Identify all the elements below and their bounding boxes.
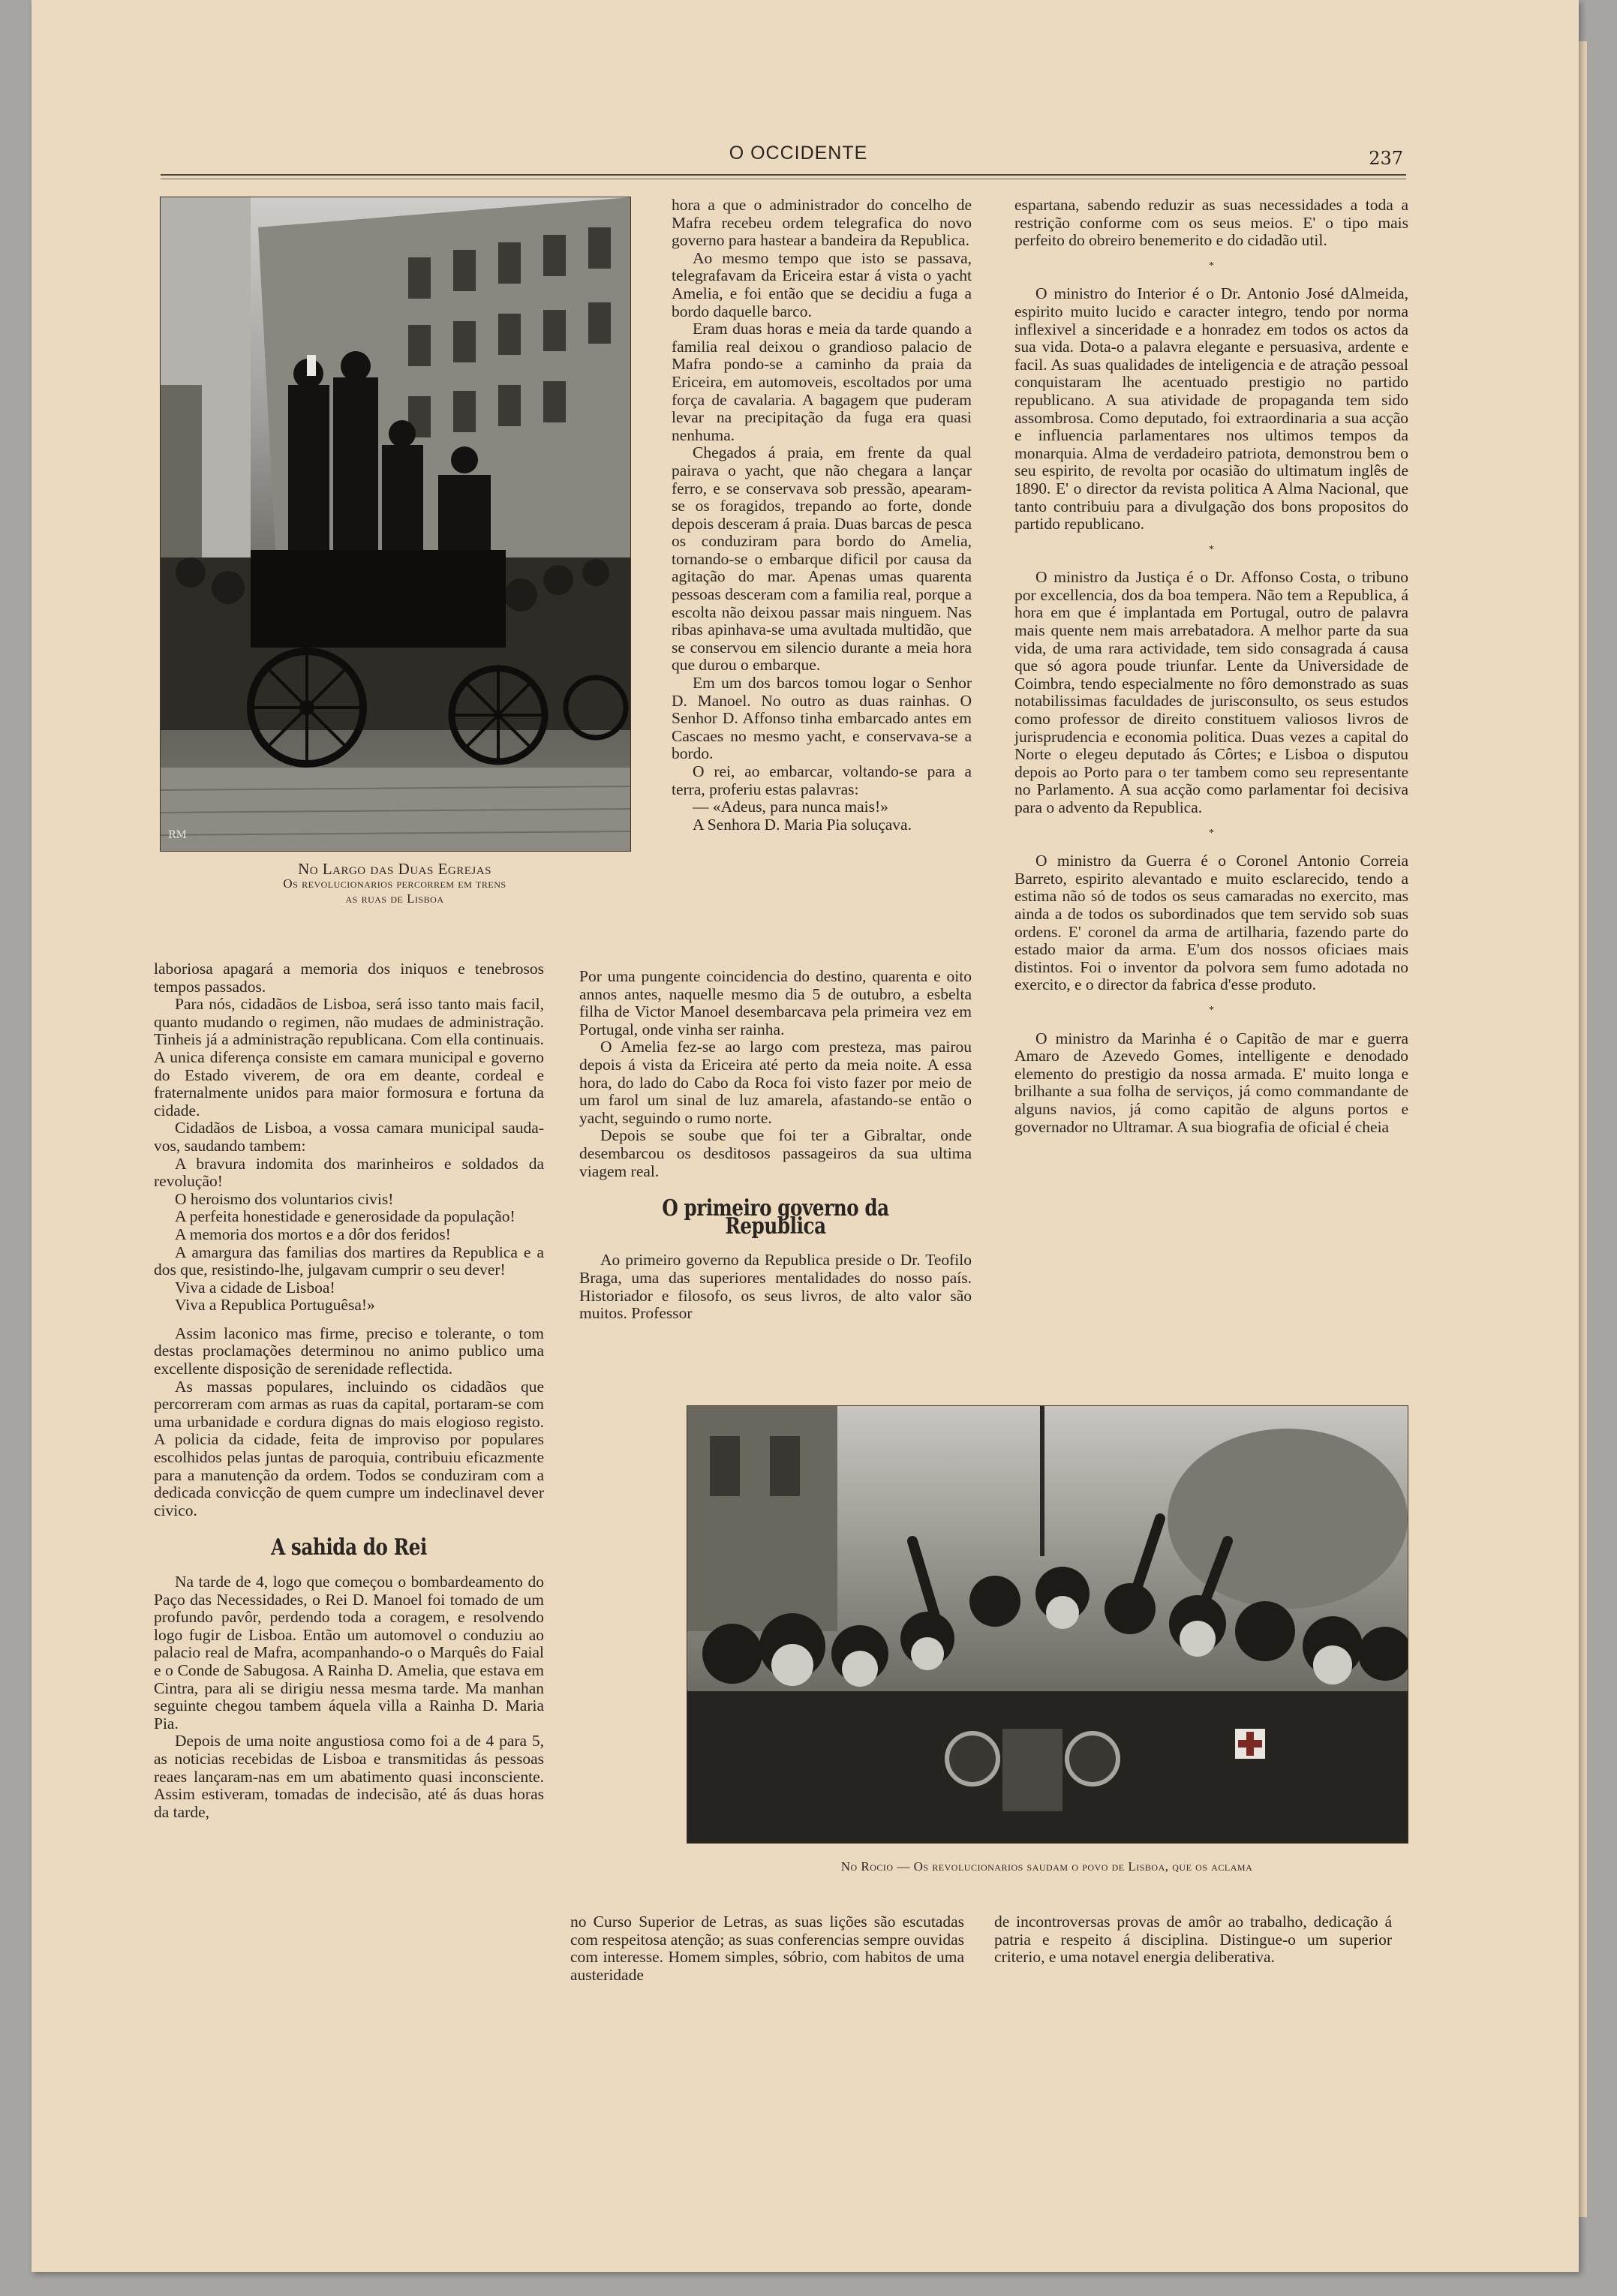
paragraph: O ministro do Interior é o Dr. Antonio José dAlmeida, espirito muito lucido e caracter integro, tendo por norma inflexivel a sinceridade e a honradez em todos os actos da sua vida. Dota-o a palavra elegante e persuasiva, ardente e facil. As suas qualidades de inteligencia e de atração pessoal conquistaram lhe acentuado prestigio no partido republicano. A sua atividade de propaganda tem sido assombrosa. Como deputado, foi extraordinaria a sua acção e influencia parlamentares nos ultimos tempos da monarquia. Alma de verdadeiro patriota, demonstrou bem o seu espirito, de revolta por ocasião do ultimatum inglês de 1890. E' o director da revista politica A Alma Nacional, que tanto contribuiu para a divulgação dos bons propositos do partido republicano. xyxy=(1014,284,1408,533)
photo-signature: RM xyxy=(168,829,187,841)
section-star: * xyxy=(1209,827,1214,839)
caption-line-3: as ruas de Lisboa xyxy=(345,891,444,906)
column-1 xyxy=(154,960,544,1821)
section-star: * xyxy=(1209,1004,1214,1016)
paragraph: A memoria dos mortos e a dôr dos feridos! xyxy=(175,1225,451,1243)
paragraph: Ao primeiro governo da Republica preside o Dr. Teofilo Braga, uma das superiores mentalidades do nosso país. Historiador e filosofo, os seus livros, de alto valor são muitos. Professor xyxy=(579,1251,972,1323)
paragraph: — «Adeus, para nunca mais!» xyxy=(693,798,888,816)
paragraph: A Senhora D. Maria Pia soluçava. xyxy=(693,815,912,834)
paragraph: de incontroversas provas de amôr ao trabalho, dedicação á patria e respeito á disciplina. Distingue-o um superior criterio, e uma notavel energia deliberativa. xyxy=(994,1913,1392,1967)
photo-revolutionaries-in-carriage xyxy=(160,197,631,852)
paragraph: O Amelia fez-se ao largo com presteza, mas pairou depois á vista da Ericeira até perto da meia noite. A essa hora, do lado do Cabo da Roca foi visto fazer por meio de um farol um sinal de luz amarela, afastando-se então o yacht, seguindo o rumo norte. xyxy=(579,1038,972,1127)
paragraph: O rei, ao embarcar, voltando-se para a terra, proferiu estas palavras: xyxy=(672,762,972,798)
paragraph: A perfeita honestidade e generosidade da população! xyxy=(175,1207,515,1226)
paragraph: Depois se soube que foi ter a Gibraltar, onde desembarcou os desditosos passageiros da sua ultima viagem real. xyxy=(579,1126,972,1180)
paragraph: Viva a Republica Portuguêsa!» xyxy=(175,1296,375,1315)
section-heading-sahida-do-rei: A sahida do Rei xyxy=(271,1534,427,1561)
paragraph: O ministro da Marinha é o Capitão de mar e guerra Amaro de Azevedo Gomes, intelligente e denodado elemento do prestigio da nossa armada. E' muito longa e brilhante a sua folha de serviços, já como commandante de alguns navios, já como capitão de alguns portos e governador no Ultramar. A sua biografia de oficial é cheia xyxy=(1014,1029,1408,1136)
paragraph: Para nós, cidadãos de Lisboa, será isso tanto mais facil, quanto mudando o regimen, não mudaes de administração. Tinheis já a administração republicana. Com ella continuais. A unica diferença consiste em camara municipal e governo do Estado viverem, de ora em deante, cordeal e fraternalmente unidos para maior formosura e fortuna da cidade. xyxy=(154,995,544,1119)
paragraph: Na tarde de 4, logo que começou o bombardeamento do Paço das Necessidades, o Rei D. Manoel foi tomado de um profundo pavôr, perdendo toda a coragem, e resolvendo logo fugir de Lisboa. Então um automovel o conduziu ao palacio real de Mafra, acompanhando-o o Marquês do Faial e o Conde de Sabugosa. A Rainha D. Amelia, que estava em Cintra, para ali se dirigiu nessa mesma tarde. Ma manhan seguinte chegou tambem áquela villa a Rainha D. Maria Pia. xyxy=(154,1573,544,1733)
masthead: O OCCIDENTE xyxy=(729,143,868,164)
paragraph: Depois de uma noite angustiosa como foi a de 4 para 5, as noticias recebidas de Lisboa e transmitidas ás pessoas reaes lançaram-nas em um abatimento quasi inconsciente. Assim estiveram, tomadas de indecisão, até ás duas horas da tarde, xyxy=(154,1732,544,1821)
paragraph: espartana, sabendo reduzir as suas necessidades a toda a restrição conforme com os seus meios. E' o tipo mais perfeito do obreiro benemerito e do cidadão util. xyxy=(1014,196,1408,250)
paragraph: O ministro da Guerra é o Coronel Antonio Correia Barreto, espirito alevantado e muito esclarecido, tendo a estima não só de todos os seus camaradas no exercito, mas ainda a de todos os subordinados que tem servido sob suas ordens. E' coronel da arma de artilharia, fazendo parte do estado maior da arma. E'um dos nossos oficiaes mais distintos. Foi o inventor da polvora sem fumo adotada no exercito, e o director da fabrica d'esse produto. xyxy=(1014,852,1408,994)
paragraph: hora a que o administrador do concelho de Mafra recebeu ordem telegrafica do novo governo para hastear a bandeira da Republica. xyxy=(672,196,972,250)
paragraph: laboriosa apagará a memoria dos iniquos e tenebrosos tempos passados. xyxy=(154,960,544,996)
caption-line-2: Os revolucionarios percorrem em trens xyxy=(283,876,506,891)
paragraph: Em um dos barcos tomou logar o Senhor D. Manoel. No outro as duas rainhas. O Senhor D. Affonso tinha embarcado antes em Cascaes no mesmo yacht, e conservava-se a bordo. xyxy=(672,674,972,763)
section-star: * xyxy=(1209,260,1214,272)
paragraph: Chegados á praia, em frente da qual pairava o yacht, que não chegara a lançar ferro, e se conservava sob pressão, apearam-se os foragidos, trepando ao forte, donde depois desceram á praia. Duas barcas de pesca os conduziram para bordo do Amelia, tornando-se o embarque dificil por causa da agitação do mar. Apenas umas quarenta pessoas desceram com a familia real, porque a escolta não deixou passar mais ninguem. Nas ribas apinhava-se uma avultada multidão, que se conservou em silencio durante a meia hora que durou o embarque. xyxy=(672,443,972,675)
paragraph: Assim laconico mas firme, preciso e tolerante, o tom destas proclamações determinou no animo publico uma excellente disposição de serenidade reflectida. xyxy=(154,1324,544,1378)
paragraph: Eram duas horas e meia da tarde quando a familia real deixou o grandioso palacio de Mafra pondo-se a caminho da praia da Ericeira, em automoveis, escoltados por uma força de cavalaria. A bagagem que puderam levar na precipitação da fuga era quasi nenhuma. xyxy=(672,320,972,444)
column-2-continued xyxy=(579,968,972,1323)
column-2 xyxy=(672,197,972,834)
photo-caption-bottom: No Rocio — Os revolucionarios saudam o povo de Lisboa, que os aclama xyxy=(840,1859,1253,1874)
section-star: * xyxy=(1209,543,1214,555)
paragraph: O heroismo dos voluntarios civis! xyxy=(175,1189,394,1208)
column-bottom-middle xyxy=(570,1913,964,1984)
paragraph: Por uma pungente coincidencia do destino, quarenta e oito annos antes, naquelle mesmo dia 5 de outubro, a esbelta filha de Victor Manoel desembarcava pela primeira vez em Portugal, onde vinha ser rainha. xyxy=(579,967,972,1038)
photo-caption-top xyxy=(160,861,630,906)
column-bottom-right xyxy=(994,1913,1392,1967)
paragraph: As massas populares, incluindo os cidadãos que percorreram com armas as ruas da capital, portaram-se com uma urbanidade e cordura dignas do mais elogioso registo. A policia da cidade, feita de improviso por populares escolhidos pelas juntas de paroquia, contribuiu eficazmente para a manutenção da ordem. Todos se conduziram com a dedicada convicção de quem cumpre um indeclinavel dever civico. xyxy=(154,1377,544,1519)
page-number: 237 xyxy=(1369,148,1403,169)
column-3 xyxy=(1014,197,1408,1136)
paragraph: Ao mesmo tempo que isto se passava, telegrafavam da Ericeira estar á vista o yacht Amelia, e foi então que se decidiu a fuga a bordo daquelle barco. xyxy=(672,248,972,320)
paragraph: no Curso Superior de Letras, as suas lições são escutadas com respeitosa atenção; as suas conferencias sempre ouvidas com interesse. Homem simples, sóbrio, com habitos de uma austeridade xyxy=(570,1913,964,1984)
paragraph: O ministro da Justiça é o Dr. Affonso Costa, o tribuno por excellencia, dos da boa tempera. Não tem a Republica, á hora em que é implantada em Portugal, outro de palavra mais quente nem mais arrebatadora. A melhor parte da sua vida, de uma rara actividade, tem sido consagrada á causa que só agora poude triunfar. Lente da Universidade de Coimbra, tendo especialmente no fôro demonstrado as suas notabilissimas faculdades de jurisconsulto, os seus estudos como professor de direito constituem valiosos livros de jurisprudencia e economia politica. Duas vezes a capital do Norte o elegeu deputado ás Côrtes; e Lisboa o disputou depois ao Porto para o ter tambem como seu representante no Parlamento. A sua acção como parlamentar foi decisiva para o advento da Republica. xyxy=(1014,568,1408,816)
paragraph: Viva a cidade de Lisboa! xyxy=(175,1278,335,1297)
paragraph: A amargura das familias dos martires da Republica e a dos que, resistindo-lhe, julgavam cumprir o seu dever! xyxy=(154,1243,544,1279)
header-rule xyxy=(161,174,1406,176)
paragraph: A bravura indomita dos marinheiros e soldados da revolução! xyxy=(154,1154,544,1191)
paragraph: Cidadãos de Lisboa, a vossa camara municipal sauda-vos, saudando tambem: xyxy=(154,1119,544,1155)
caption-line-1: No Largo das Duas Egrejas xyxy=(298,860,491,878)
section-heading-primeiro-governo: O primeiro governo da Republica xyxy=(662,1195,889,1240)
photo-crowd-at-rocio xyxy=(687,1405,1408,1844)
